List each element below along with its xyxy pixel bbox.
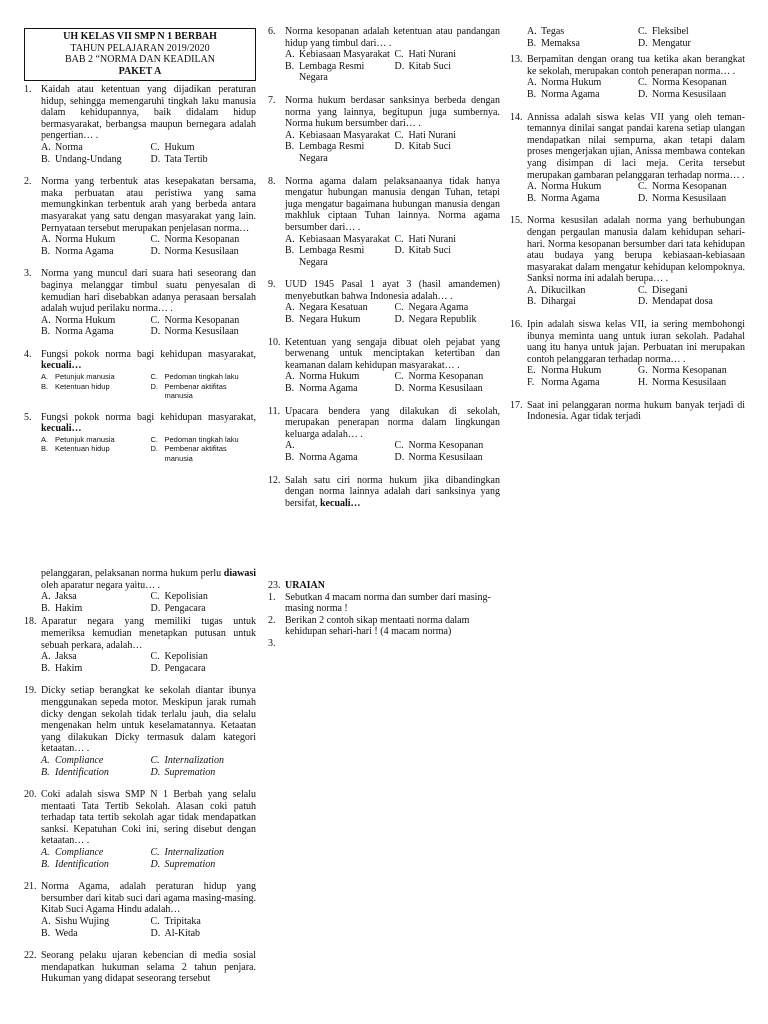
- answer-option: D. Norma Kesusilaan: [394, 452, 483, 463]
- column-2: [268, 26, 500, 520]
- question-12: 12. Salah satu ciri norma hukum jika dibandingkan dengan norma lainnya adalah dari sanksinya yang bersifat, kecuali…: [268, 474, 500, 509]
- answer-option: C. Disegani: [638, 284, 688, 296]
- answer-option: D. Tata Tertib: [150, 153, 208, 165]
- question-16: 16. Ipin adalah siswa kelas VII, ia sering membohongi ibunya meminta uang untuk iuran sekolah. Padahal uang itu hanya untuk jajan. Perbuatan ini merupakan contoh pelanggaran terhadap norma… . E. Norma Hukum G. Norma Kesopanan F. Norma Agama H. Norma Kesusilaan: [510, 319, 745, 389]
- answer-option: C. Norma Kesopanan: [394, 371, 484, 383]
- uraian-item-2: 2. Berikan 2 contoh sikap mentaati norma dalam kehidupan sehari-hari ! (4 macam norma): [268, 614, 470, 638]
- question-18: 18. Aparatur negara yang memiliki tugas untuk memeriksa kemudian menetapkan putusan untuk sebuah perkara, adalah… A. Jaksa C. Kepolisian B. Hakim D. Pengacara: [24, 616, 256, 674]
- answer-option: C. Pedoman tingkah laku: [150, 434, 239, 444]
- answer-option: A. Kebiasaan Masyarakat: [285, 233, 390, 245]
- column-4: [24, 568, 256, 996]
- question-14: 14. Annissa adalah siswa kelas VII yang oleh teman-temannya dinilai sangat pandai karena setiap ulangan mendapatkan nilai sempurna, akan tetapi dalam proses mengerjakan ujian, Anissa membawa contekan yang disimpan di laci meja. Cerita tersebut merupakan gambaran pelanggaran terhadap norma… . A. Norma Hukum C. Norma Kesopanan B. Norma Agama D. Norma Kesusilaan: [510, 111, 745, 204]
- answer-option: D. Mendapat dosa: [638, 296, 713, 308]
- answer-option: B. Identification: [41, 766, 109, 778]
- question-11: 11. Upacara bendera yang dilakukan di sekolah, merupakan penerapan norma dalam lingkungan keluarga adalah… . A. C. Norma Kesopanan B. Norma Agama D. Norma Kesusilaan: [268, 405, 500, 463]
- answer-option: B. Lembaga Resmi Negara: [285, 141, 365, 164]
- question-19: 19. Dicky setiap berangkat ke sekolah diantar ibunya menggunakan sepeda motor. Meskipun jarak rumah dicky dengan sekolah tidak terlalu jauh, dia selalu mengenakan helm untuk keselamatannya. Ketaatan yang dilakukan Dicky termasuk dalam kategori ketaatan… . A. Compliance C. Internalization B. Identification D. Supremation: [24, 685, 256, 778]
- answer-option: D. Negara Republik: [394, 314, 477, 326]
- answer-option: D. Kitab Suci: [394, 60, 451, 72]
- answer-option: D. Kitab Suci: [394, 141, 451, 153]
- header-chapter: BAB 2 “NORMA DAN KEADILAN: [65, 54, 215, 65]
- answer-option: D. Norma Kesusilaan: [150, 326, 239, 338]
- answer-option: A. Norma Hukum: [41, 314, 116, 326]
- answer-option: A. Petunjuk manusia: [41, 434, 115, 444]
- question-17: 17. Saat ini pelanggaran norma hukum banyak terjadi di Indonesia. Agar tidak terjadi: [510, 399, 745, 423]
- answer-option: B. Lembaga Resmi Negara: [285, 60, 365, 84]
- answer-option: B. Dihargai: [527, 296, 576, 308]
- answer-option: G. Norma Kesopanan: [638, 365, 727, 377]
- answer-option: C. Norma Kesopanan: [394, 440, 484, 452]
- answer-option: D. Al-Kitab: [150, 927, 201, 939]
- answer-option: D. Norma Kesusilaan: [394, 383, 483, 395]
- answer-option: C. Hukum: [150, 141, 195, 153]
- answer-option: C. Norma Kesopanan: [638, 181, 727, 193]
- answer-option: B. Hakim: [41, 602, 83, 614]
- answer-option: C. Norma Kesopanan: [638, 77, 727, 89]
- answer-option: B. Norma Agama: [527, 88, 600, 100]
- question-13: 13. Berpamitan dengan orang tua ketika akan berangkat ke sekolah, merupakan contoh penerapan norma… . A. Norma Hukum C. Norma Kesopanan B. Norma Agama D. Norma Kesusilaan: [510, 54, 745, 100]
- answer-option: B. Norma Agama: [41, 326, 114, 338]
- answer-option: B. Ketentuan hidup: [41, 381, 110, 391]
- column-3: [510, 26, 745, 434]
- answer-option: A. Norma Hukum: [527, 181, 602, 193]
- answer-option: B. Norma Agama: [527, 192, 600, 204]
- question-22: 22. Seorang pelaku ujaran kebencian di media sosial mendapatkan hukuman selama 2 tahun penjara. Hukuman yang didapat seseorang tersebut: [24, 950, 256, 985]
- answer-option: A. Kebiasaan Masyarakat: [285, 49, 390, 61]
- answer-option: C. Negara Agama: [394, 302, 469, 314]
- answer-option: C. Internalization: [150, 847, 224, 859]
- answer-option: D. Mengatur: [638, 37, 691, 49]
- uraian-item-3: 3.: [268, 637, 276, 649]
- answer-option: B. Weda: [41, 927, 78, 939]
- answer-option: C. Norma Kesopanan: [150, 234, 240, 246]
- answer-option: B. Ketentuan hidup: [41, 444, 110, 454]
- question-5: 5. Fungsi pokok norma bagi kehidupan masyarakat, kecuali… A. Petunjuk manusia C. Pedoman tingkah laku B. Ketentuan hidup D. Pembenar aktifitas manusia: [24, 411, 256, 463]
- answer-option: D. Supremation: [150, 858, 216, 870]
- answer-option: C. Norma Kesopanan: [150, 314, 240, 326]
- answer-option: A. Petunjuk manusia: [41, 372, 115, 382]
- answer-option: B. Negara Hukum: [285, 314, 361, 326]
- answer-option: A. Sishu Wujing: [41, 916, 110, 928]
- answer-option: A. Jaksa: [41, 651, 77, 663]
- uraian-heading: 23. URAIAN: [268, 580, 325, 591]
- answer-option: D. Norma Kesusilaan: [638, 88, 727, 100]
- answer-option: C. Hati Nurani: [394, 129, 456, 141]
- answer-option: B. Undang-Undang: [41, 153, 122, 165]
- answer-option: B. Identification: [41, 858, 109, 870]
- answer-option: A. Norma Hukum: [527, 77, 602, 89]
- answer-option: B. Norma Agama: [41, 245, 114, 257]
- answer-option: C. Pedoman tingkah laku: [150, 372, 239, 382]
- answer-option: A. Norma Hukum: [41, 234, 116, 246]
- answer-option: D. Pengacara: [150, 602, 206, 614]
- question-9: 9. UUD 1945 Pasal 1 ayat 3 (hasil amandemen) menyebutkan bahwa Indonesia adalah… . A. Negara Kesatuan C. Negara Agama B. Negara Hukum D. Negara Republik: [268, 279, 500, 326]
- answer-option: A. Norma Hukum: [285, 371, 360, 383]
- question-15: 15. Norma kesusilan adalah norma yang berhubungan dengan pergaulan manusia dalam kehidupan sehari-hari. Norma kesopanan bersumber dari tata kehidupan atau budaya yang berupa kebiasaan-kebiasaan masyarakat dalam mengatur kehidupan kelompoknya. Sanksi norma ini adalah berupa… . A. Dikucilkan C. Disegani B. Dihargai D. Mendapat dosa: [510, 215, 745, 308]
- column-1: [24, 28, 256, 474]
- answer-option: B. Norma Agama: [285, 383, 358, 395]
- question-20: 20. Coki adalah siswa SMP N 1 Berbah yang selalu mentaati Tata Tertib Sekolah. Alasan coki patuh terhadap tata tertib sekolah agar tidak mendapatkan sanksi. Kepatuhan Coki ini, sering disebut dengan ketaatan… . A. Compliance C. Internalization B. Identification D. Supremation: [24, 789, 256, 870]
- answer-option: A. Jaksa: [41, 591, 77, 603]
- answer-option: B. Memaksa: [527, 37, 580, 49]
- question-12-options: [510, 26, 745, 49]
- answer-option: A. Tegas: [527, 26, 565, 37]
- header-year: TAHUN PELAJARAN 2019/2020: [70, 42, 210, 54]
- question-8: 8. Norma agama dalam pelaksanaanya tidak hanya mengatur hubungan manusia dengan Tuhan, tetapi juga mengatur bagaimana hubungan manusia dengan makhluk ciptaan Tuhan lainnya. Norma agama bersumber dari… . A. Kebiasaan Masyarakat C. Hati Nurani B. Lembaga Resmi Negara D. Kitab Suci: [268, 175, 500, 268]
- header-package: PAKET A: [118, 65, 162, 77]
- answer-option: A. Compliance: [41, 754, 104, 766]
- answer-option: C. Internalization: [150, 754, 224, 766]
- answer-option: A. Dikucilkan: [527, 284, 586, 296]
- answer-option: C. Hati Nurani: [394, 49, 456, 61]
- answer-option: F. Norma Agama: [527, 377, 600, 389]
- answer-option: C. Tripitaka: [150, 916, 201, 928]
- uraian-item-1: 1. Sebutkan 4 macam norma dan sumber dari masing-masing norma !: [268, 591, 491, 615]
- uraian-section: [268, 580, 500, 650]
- question-2: 2. Norma yang terbentuk atas kesepakatan bersama, maka perbuatan atau peristiwa yang sama memungkinkan terbentuk arah yang berbeda antara masyarakat yang satu dengan masyarakat yang lain. Pernyataan tersebut merupakan penjelasan norma… A. Norma Hukum C. Norma Kesopanan B. Norma Agama D. Norma Kesusilaan: [24, 176, 256, 257]
- question-3: 3. Norma yang muncul dari suara hati seseorang dan baginya melanggar timbul suatu penyesalan di kemudian hari disebabkan adanya perasaan bersalah adalah wujud perilaku norma… . A. Norma Hukum C. Norma Kesopanan B. Norma Agama D. Norma Kesusilaan: [24, 268, 256, 338]
- answer-option: B. Norma Agama: [285, 452, 358, 463]
- answer-option: A. Compliance: [41, 847, 104, 859]
- question-17-continued: pelanggaran, pelaksanan norma hukum perlu diawasi oleh aparatur negara yaitu… . A. Jaksa C. Kepolisian B. Hakim D. Pengacara: [41, 568, 256, 614]
- answer-option: D. Pengacara: [150, 662, 206, 674]
- exam-header: [24, 28, 256, 81]
- answer-option: D. Supremation: [150, 766, 216, 778]
- answer-option: D. Pembenar aktifitas manusia: [150, 381, 227, 401]
- question-4: 4. Fungsi pokok norma bagi kehidupan masyarakat, kecuali… A. Petunjuk manusia C. Pedoman tingkah laku B. Ketentuan hidup D. Pembenar aktifitas manusia: [24, 348, 256, 401]
- answer-option: C. Kepolisian: [150, 651, 208, 663]
- answer-option: A. Negara Kesatuan: [285, 302, 368, 314]
- answer-option: D. Norma Kesusilaan: [150, 245, 239, 257]
- answer-option: C. Fleksibel: [638, 26, 689, 37]
- answer-option: B. Lembaga Resmi Negara: [285, 245, 365, 268]
- question-10: 10. Ketentuan yang sengaja dibuat oleh pejabat yang berwenang untuk menciptakan ketertiban dan keamanan dalam kehidupan masyarakat… . A. Norma Hukum C. Norma Kesopanan B. Norma Agama D. Norma Kesusilaan: [268, 336, 500, 395]
- answer-option: C. Hati Nurani: [394, 233, 456, 245]
- question-21: 21. Norma Agama, adalah peraturan hidup yang bersumber dari kitab suci dari agama masing-masing. Kitab Suci Agama Hindu adalah… A. Sishu Wujing C. Tripitaka B. Weda D. Al-Kitab: [24, 881, 256, 939]
- answer-option: E. Norma Hukum: [527, 365, 602, 377]
- answer-option: D. Pembenar aktifitas manusia: [150, 444, 227, 463]
- answer-option: A.: [285, 440, 295, 452]
- answer-option: H. Norma Kesusilaan: [638, 377, 727, 389]
- answer-option: D. Norma Kesusilaan: [638, 192, 727, 204]
- answer-option: A. Norma: [41, 141, 83, 153]
- header-title: UH KELAS VII SMP N 1 BERBAH: [63, 31, 217, 42]
- answer-option: C. Kepolisian: [150, 591, 208, 603]
- answer-option: A. Kebiasaan Masyarakat: [285, 129, 390, 141]
- answer-option: D. Kitab Suci: [394, 245, 451, 257]
- question-7: 7. Norma hukum berdasar sanksinya berbeda dengan norma yang lainnya, begitupun juga sumbernya. Norma hukum bersumber dari… . A. Kebiasaan Masyarakat C. Hati Nurani B. Lembaga Resmi Negara D. Kitab Suci: [268, 94, 500, 164]
- answer-option: B. Hakim: [41, 662, 83, 674]
- question-1: 1. Kaidah atau ketentuan yang dijadikan peraturan hidup, sehingga memengaruhi tingkah laku manusia dalam kehidupannya, baik didalam hidup bermasyarakat, berbangsa maupun bernegara adalah pengertian… . A. Norma C. Hukum B. Undang-Undang D. Tata Tertib: [24, 84, 256, 165]
- question-6: 6. Norma kesopanan adalah ketentuan atau pandangan hidup yang timbul dari… . A. Kebiasaan Masyarakat C. Hati Nurani B. Lembaga Resmi Negara D. Kitab Suci: [268, 26, 500, 84]
